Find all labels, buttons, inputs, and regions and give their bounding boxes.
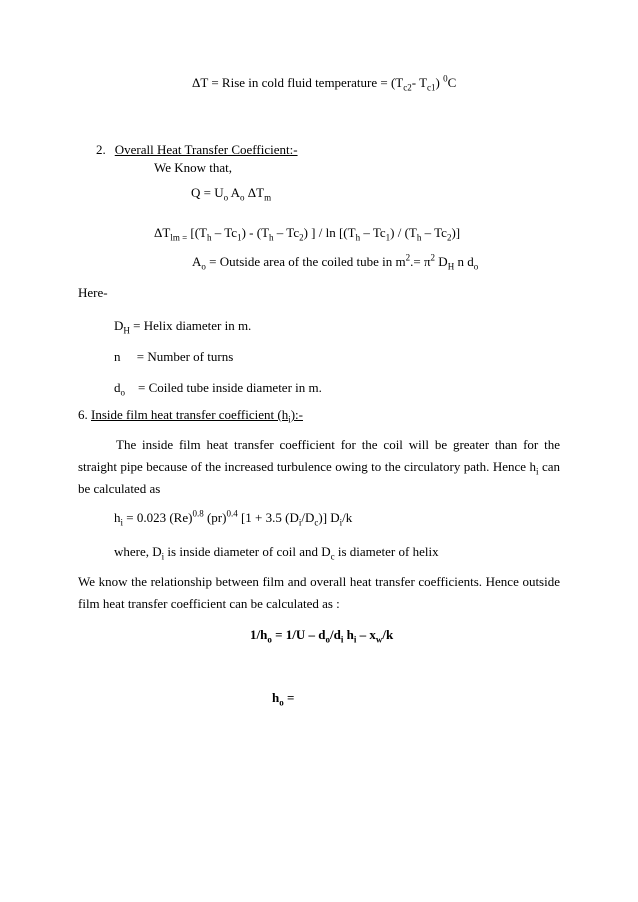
where-text: is diameter of helix: [334, 544, 439, 559]
equation-text: )]: [451, 225, 461, 240]
equation-lmtd: [154, 225, 460, 241]
subscript: i: [120, 517, 124, 528]
subscript: lm =: [170, 232, 188, 243]
subscript: i: [161, 551, 165, 562]
subscript: i: [298, 517, 302, 528]
equation-ho: [250, 627, 393, 643]
equation-text: = 0.023 (Re): [123, 510, 193, 525]
here-label: Here-: [78, 285, 108, 300]
definition-symbol: d: [114, 380, 121, 395]
subscript: h: [416, 232, 422, 243]
section-number: 6.: [78, 407, 91, 422]
subscript: h: [207, 232, 212, 243]
subscript: o: [120, 387, 125, 398]
subscript: h: [269, 232, 274, 243]
equation-text: = Outside area of the coiled tube in m: [205, 254, 406, 269]
subscript: c: [314, 517, 319, 528]
subscript: o: [279, 697, 284, 708]
subscript: o: [201, 261, 206, 272]
equation-text: 1/h: [250, 627, 268, 642]
definition-item: [114, 380, 322, 396]
definition-symbol: n: [114, 349, 121, 364]
delta-t-text: = Rise in cold fluid temperature = (T: [208, 75, 404, 90]
equation-text: ) ] / ln [(T: [303, 225, 356, 240]
equation-text: h: [114, 510, 121, 525]
subscript: c2: [403, 82, 412, 93]
subscript: i: [340, 634, 344, 645]
subscript: 2: [446, 232, 452, 243]
equation-text: n d: [454, 254, 474, 269]
equation-text: ) / (T: [390, 225, 417, 240]
equation-text: – Tc: [421, 225, 447, 240]
equation-text: /k: [342, 510, 353, 525]
section-title: [91, 407, 303, 425]
subscript: H: [123, 325, 130, 336]
delta-t-text: ): [435, 75, 444, 90]
delta-t-definition: [192, 75, 456, 91]
equation-text: =: [283, 690, 295, 705]
subscript: o: [240, 192, 245, 203]
equation-text: – Tc: [360, 225, 386, 240]
equation-text: [(T: [187, 225, 207, 240]
subscript: c1: [427, 82, 436, 93]
equation-text: [1 + 3.5 (D: [237, 510, 299, 525]
equation-text: /D: [301, 510, 315, 525]
definition-text: = Number of turns: [120, 349, 234, 364]
paragraph-text: can be calculated as: [78, 459, 560, 496]
equation-text: h: [343, 627, 354, 642]
equation-text: /k: [382, 627, 394, 642]
equation-text: – x: [356, 627, 376, 642]
superscript: 2: [405, 252, 411, 263]
equation-text: A: [228, 185, 241, 200]
paragraph-overall: We know the relationship between film and overall heat transfer coefficients. Hence outside film heat transfer coefficient can be calculated as :: [78, 574, 560, 611]
equation-text: Q = U: [191, 185, 224, 200]
paragraph-text: The inside film heat transfer coefficient for the coil will be greater than for the straight pipe because of the increased turbulence owing to the circulatory path. Hence h: [78, 437, 560, 474]
subscript: o: [267, 634, 272, 645]
subscript: i: [288, 414, 291, 425]
subscript: o: [325, 634, 330, 645]
subscript: 1: [237, 232, 242, 243]
section-title: Overall Heat Transfer Coefficient:-: [114, 142, 298, 157]
section-title-text: Inside film heat transfer coefficient (h: [91, 407, 289, 422]
section-6-heading: [78, 407, 303, 423]
equation-text: – Tc: [273, 225, 300, 240]
equation-text: /d: [329, 627, 341, 642]
superscript: 2: [430, 252, 436, 263]
subscript: m: [264, 192, 272, 203]
subscript: o: [223, 192, 229, 203]
definition-text: = Coiled tube inside diameter in m.: [125, 380, 322, 395]
equation-text: .= π: [410, 254, 431, 269]
section-number: 2.: [96, 142, 106, 157]
where-line: [114, 544, 439, 560]
equation-text: – Tc: [211, 225, 238, 240]
equation-text: h: [272, 690, 280, 705]
equation-area: [192, 254, 478, 270]
definition-symbol: D: [114, 318, 124, 333]
subscript: c: [330, 551, 335, 562]
definition-text: = Helix diameter in m.: [129, 318, 252, 333]
equation-text: )] D: [318, 510, 340, 525]
section-title-text: ):-: [290, 407, 303, 422]
definition-item: [114, 318, 251, 334]
subscript: 1: [385, 232, 391, 243]
equation-text: (pr): [203, 510, 227, 525]
equation-text: ΔT: [154, 225, 171, 240]
delta-t-text: - T: [411, 75, 428, 90]
definition-item: [114, 349, 233, 365]
subscript: i: [353, 634, 357, 645]
subscript: i: [536, 466, 539, 477]
paragraph-inside-film: [78, 434, 560, 500]
equation-ho-result: [272, 690, 294, 706]
equation-q: [191, 185, 271, 201]
superscript: 0.4: [226, 508, 238, 519]
equation-text: = 1/U – d: [271, 627, 326, 642]
where-text: is inside diameter of coil and D: [164, 544, 331, 559]
delta-t-symbol: ΔT: [192, 75, 209, 90]
we-know-text: We Know that,: [154, 160, 233, 175]
equation-hi: [114, 510, 352, 526]
equation-text: ) - (T: [241, 225, 270, 240]
equation-text: D: [435, 254, 448, 269]
equation-text: ΔT: [244, 185, 265, 200]
subscript: i: [339, 517, 343, 528]
subscript: h: [355, 232, 361, 243]
subscript: 2: [299, 232, 304, 243]
where-text: where, D: [114, 544, 162, 559]
subscript: o: [473, 261, 479, 272]
superscript: 0.8: [192, 508, 204, 519]
equation-text: A: [192, 254, 202, 269]
subscript: w: [375, 634, 383, 645]
section-2-heading: [96, 142, 298, 158]
superscript: 0: [443, 73, 448, 84]
subscript: H: [447, 261, 455, 272]
delta-t-unit: C: [447, 75, 457, 90]
